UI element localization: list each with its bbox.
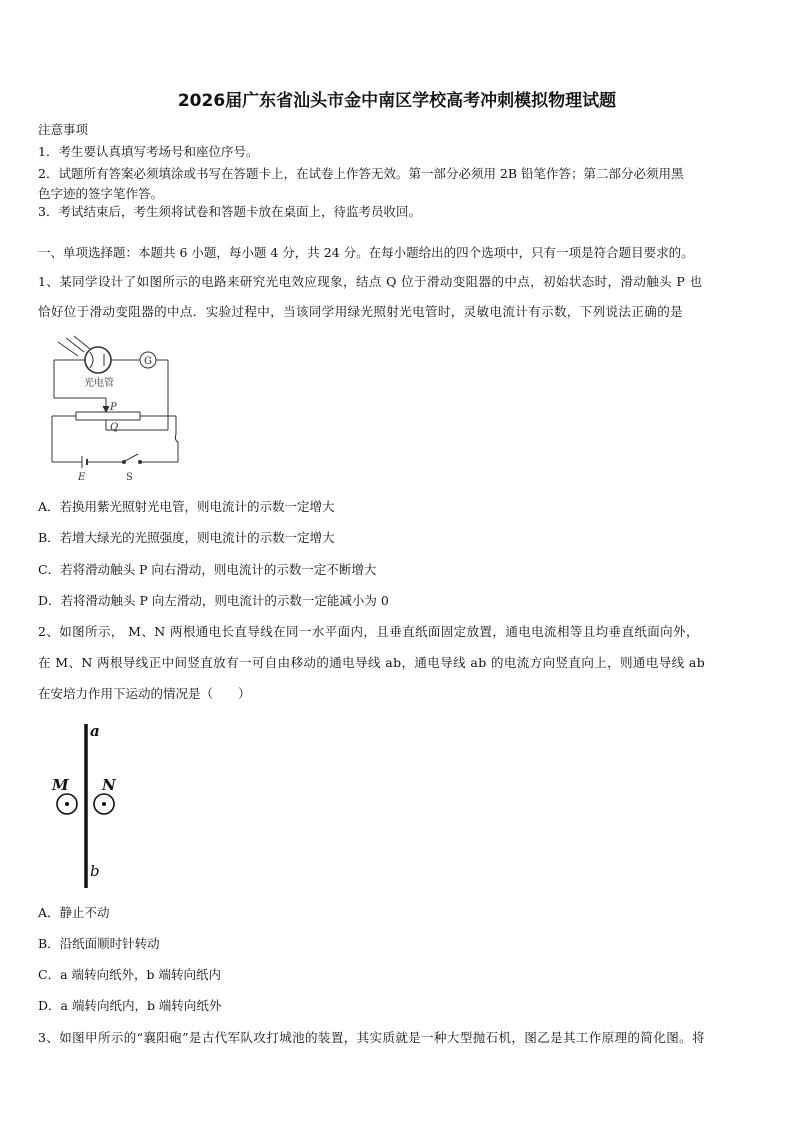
option-a: A．若换用紫光照射光电管，则电流计的示数一定增大 bbox=[38, 499, 335, 514]
question-stem: 恰好位于滑动变阻器的中点．实验过程中，当该同学用绿光照射光电管时，灵敏电流计有示数，下列说法正确的是 bbox=[38, 304, 684, 319]
rheostat-icon bbox=[76, 412, 140, 420]
page-title: 2026届广东省汕头市金中南区学校高考冲刺模拟物理试题 bbox=[177, 91, 617, 111]
label-m: M bbox=[52, 776, 69, 794]
battery-label: E bbox=[78, 472, 86, 483]
notice-item: 色字迹的签字笔作答。 bbox=[38, 186, 164, 201]
option-c: C．若将滑动触头 P 向右滑动，则电流计的示数一定不断增大 bbox=[38, 562, 377, 577]
label-a: a bbox=[90, 722, 100, 740]
wire-figure bbox=[46, 720, 126, 892]
circuit-diagram bbox=[46, 334, 196, 484]
cathode-icon bbox=[90, 352, 93, 368]
label-b: b bbox=[90, 862, 100, 880]
option-b: B．若增大绿光的光照强度，则电流计的示数一定增大 bbox=[38, 530, 335, 545]
switch-label: S bbox=[126, 472, 133, 483]
question-stem: 3、如图甲所示的“襄阳砲”是古代军队攻打城池的装置，其实质就是一种大型抛石机，图乙是其工作原理的简化图。将 bbox=[38, 1030, 705, 1045]
node-q-label: Q bbox=[110, 422, 119, 433]
wire-diagram bbox=[46, 720, 126, 892]
option-a: A．静止不动 bbox=[38, 905, 110, 920]
notice-item: 1．考生要认真填写考场号和座位序号。 bbox=[38, 144, 259, 159]
question-stem: 1、某同学设计了如图所示的电路来研究光电效应现象，结点 Q 位于滑动变阻器的中点，初始状态时，滑动触头 P 也 bbox=[38, 274, 703, 289]
slider-p-label: P bbox=[110, 402, 117, 413]
option-c: C．a 端转向纸外，b 端转向纸内 bbox=[38, 967, 221, 982]
question-stem: 2、如图所示， M、N 两根通电长直导线在同一水平面内，且垂直纸面固定放置，通电电流相等且均垂直纸面向外， bbox=[38, 624, 699, 639]
tube-label: 光电管 bbox=[84, 378, 114, 389]
question-stem: 在 M、N 两根导线正中间竖直放有一可自由移动的通电导线 ab，通电导线 ab 的电流方向竖直向上，则通电导线 ab bbox=[38, 655, 706, 670]
notice-item: 2．试题所有答案必须填涂或书写在答题卡上，在试卷上作答无效。第一部分必须用 2B 铅笔作答；第二部分必须用黑 bbox=[38, 166, 684, 181]
question-stem: 在安培力作用下运动的情况是（ ） bbox=[38, 686, 251, 701]
galvanometer-label: G bbox=[144, 356, 152, 367]
option-b: B．沿纸面顺时针转动 bbox=[38, 936, 160, 951]
notice-heading: 注意事项 bbox=[38, 122, 89, 137]
option-d: D．a 端转向纸内，b 端转向纸外 bbox=[38, 998, 222, 1013]
light-ray bbox=[74, 336, 90, 349]
photoelectric-circuit-figure bbox=[46, 334, 196, 484]
label-n: N bbox=[102, 776, 116, 794]
photo-tube-icon bbox=[85, 347, 111, 373]
notice-item: 3．考试结束后，考生须将试卷和答题卡放在桌面上，待监考员收回。 bbox=[38, 204, 421, 219]
section-heading: 一、单项选择题：本题共 6 小题，每小题 4 分，共 24 分。在每小题给出的四个选项中，只有一项是符合题目要求的。 bbox=[38, 245, 694, 260]
light-ray bbox=[58, 342, 78, 356]
option-d: D．若将滑动触头 P 向左滑动，则电流计的示数一定能减小为 0 bbox=[38, 593, 389, 608]
